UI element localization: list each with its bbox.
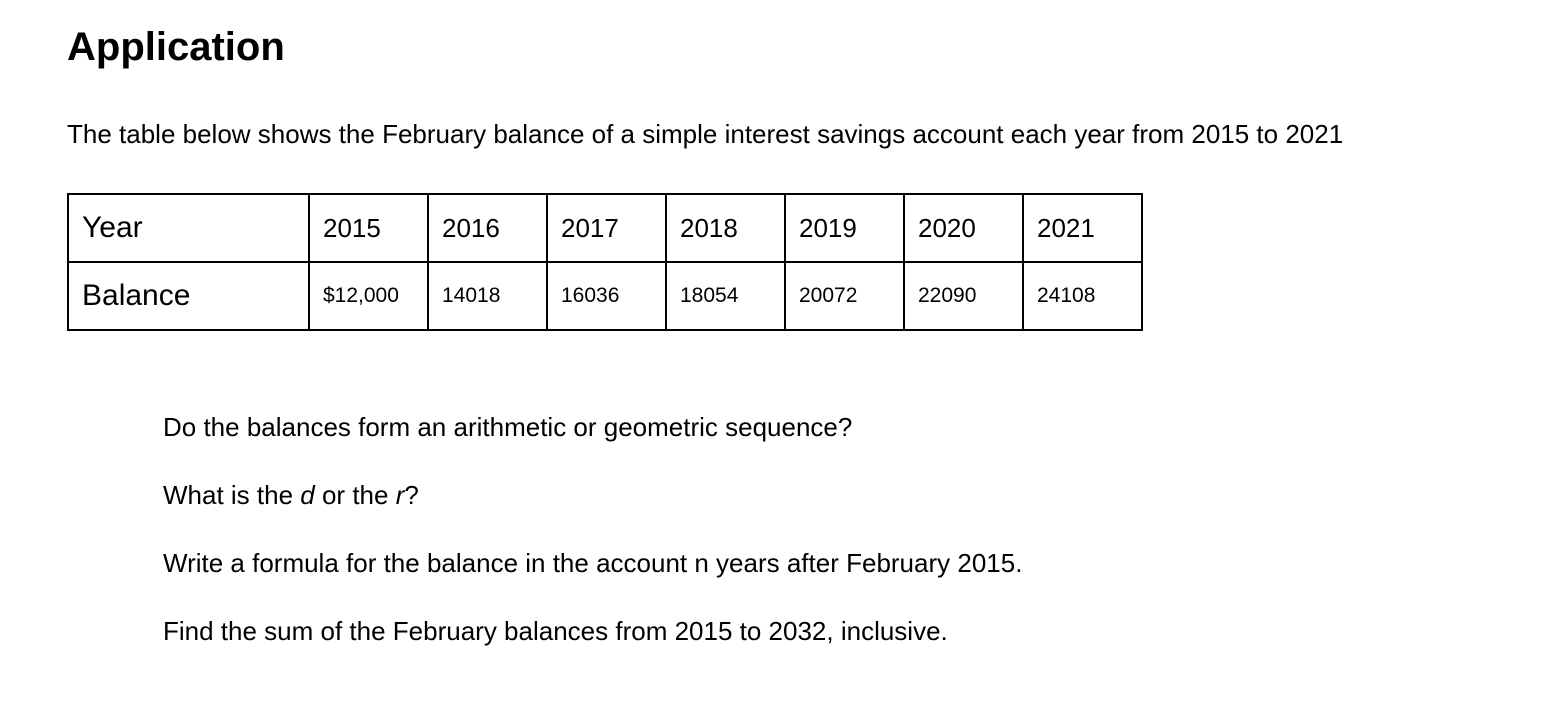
- year-cell: 2018: [666, 194, 785, 262]
- balance-cell: 24108: [1023, 262, 1142, 330]
- year-cell: 2016: [428, 194, 547, 262]
- balance-cell: 16036: [547, 262, 666, 330]
- balance-cell: 18054: [666, 262, 785, 330]
- year-cell: 2020: [904, 194, 1023, 262]
- year-cell: 2019: [785, 194, 904, 262]
- balance-cell: 14018: [428, 262, 547, 330]
- question-sequence-type: Do the balances form an arithmetic or geometric sequence?: [163, 412, 853, 442]
- year-header-cell: Year: [68, 194, 309, 262]
- balance-cell: 22090: [904, 262, 1023, 330]
- balance-table: [67, 193, 1143, 331]
- balance-cell: $12,000: [309, 262, 428, 330]
- table-row-year: [68, 194, 1142, 262]
- year-cell: 2015: [309, 194, 428, 262]
- question-d-or-r-suffix: ?: [404, 480, 419, 510]
- question-d-or-r-middle: or the: [314, 480, 396, 510]
- year-cell: 2017: [547, 194, 666, 262]
- intro-text: The table below shows the February balance of a simple interest savings account each year from 2015 to 2021: [67, 119, 1344, 149]
- question-list: [163, 409, 1022, 681]
- page-title: Application: [67, 25, 285, 69]
- question-sum: Find the sum of the February balances from 2015 to 2032, inclusive.: [163, 616, 948, 646]
- variable-d: d: [300, 480, 315, 510]
- balance-header-cell: Balance: [68, 262, 309, 330]
- question-d-or-r-prefix: What is the: [163, 480, 301, 510]
- balance-cell: 20072: [785, 262, 904, 330]
- question-d-or-r: [163, 477, 1022, 513]
- question-formula: Write a formula for the balance in the account n years after February 2015.: [163, 548, 1023, 578]
- table-row-balance: [68, 262, 1142, 330]
- variable-r: r: [395, 480, 405, 510]
- year-cell: 2021: [1023, 194, 1142, 262]
